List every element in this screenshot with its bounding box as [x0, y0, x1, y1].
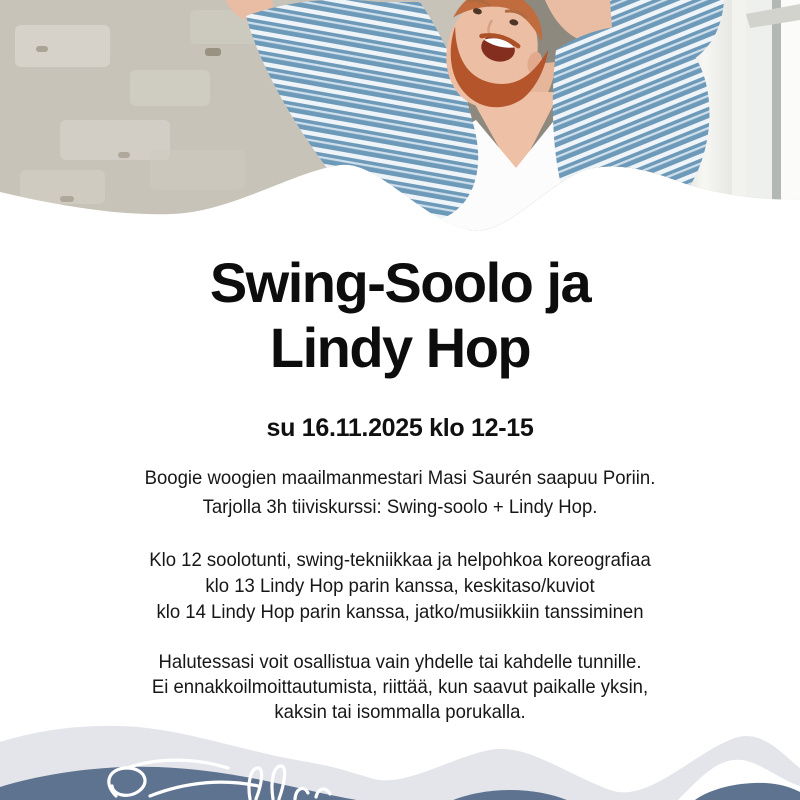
text-line: Klo 12 soolotunti, swing-tekniikkaa ja helpohkoa koreografiaa — [149, 549, 651, 571]
intro-paragraph — [20, 464, 780, 522]
text-line: klo 14 Lindy Hop parin kanssa, jatko/musiikkiin tanssiminen — [156, 601, 644, 623]
event-datetime: su 16.11.2025 klo 12-15 — [266, 414, 534, 442]
event-title-line1: Swing-Soolo ja — [209, 251, 591, 314]
event-title-line2: Lindy Hop — [269, 316, 531, 379]
text-line: kaksin tai isommalla porukalla. — [274, 701, 526, 723]
dancer-photo — [0, 0, 800, 240]
schedule-paragraph — [20, 547, 780, 625]
bottom-wave-decoration — [0, 700, 800, 800]
text-line: klo 13 Lindy Hop parin kanssa, keskitaso/kuviot — [205, 575, 595, 597]
text-line: Tarjolla 3h tiiviskurssi: Swing-soolo + Lindy Hop. — [202, 496, 598, 518]
text-line: Halutessasi voit osallistua vain yhdelle tai kahdelle tunnille. — [158, 651, 642, 673]
event-title — [0, 250, 800, 380]
text-line: Ei ennakkoilmoittautumista, riittää, kun saavut paikalle yksin, — [151, 676, 649, 698]
text-line: Boogie woogien maailmanmestari Masi Saurén saapuu Poriin. — [144, 467, 656, 489]
